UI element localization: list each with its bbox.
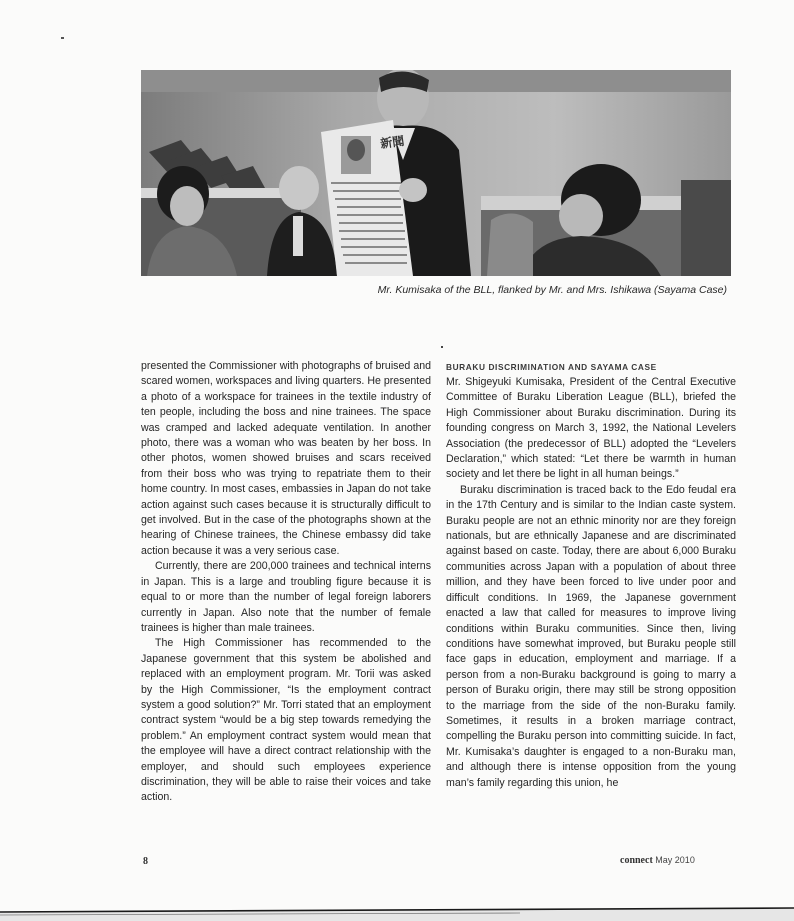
right-column	[446, 361, 736, 791]
right-paragraph-1: Mr. Shigeyuki Kumisaka, President of the Central Executive Committee of Buraku Liberation League (BLL), briefed the High Commissioner about Buraku discrimination. During its founding congress on March 3, 1992, the National Levelers Association (the predecessor of BLL) adopted the “Levelers Declaration,” which stated: “Let there be warmth in human society and let there be light in all human beings.”	[446, 376, 736, 481]
scan-edge	[0, 904, 794, 921]
section-heading: BURAKU DISCRIMINATION AND SAYAMA CASE	[446, 362, 657, 372]
scan-dot	[441, 346, 443, 348]
meeting-photo	[141, 70, 731, 276]
magazine-footer	[620, 855, 695, 866]
meeting-photo-image	[141, 70, 731, 276]
left-column	[141, 359, 431, 806]
left-paragraph-2: Currently, there are 200,000 trainees and technical interns in Japan. This is a large and troubling figure because it is equal to or more than the number of legal foreign laborers currently in Japan. Also note that the number of female trainees is higher than male trainees.	[141, 560, 431, 634]
photo-caption: Mr. Kumisaka of the BLL, flanked by Mr. and Mrs. Ishikawa (Sayama Case)	[377, 284, 727, 296]
newspaper-masthead: 新聞	[379, 133, 406, 151]
scan-speck	[61, 37, 64, 39]
right-paragraph-2: Buraku discrimination is traced back to the Edo feudal era in the 17th Century and is similar to the Indian caste system. Buraku people are not an ethnic minority nor are they foreign nationals, but are ethnically Japanese and are discriminated against based on caste. Today, there are about 6,000 Buraku communities across Japan with a population of about three million, and they have been forced to live under poor and difficult conditions. In 1969, the Japanese government enacted a law that called for measures to improve living conditions within Buraku communities. Since then, living conditions have somewhat improved, but Buraku people still face gaps in education, employment and marriage. If a person from a non-Buraku background is going to marry a person of Buraku origin, there may still be strong opposition to the marriage from the side of the non-Buraku family. Sometimes, it results in a broken marriage contract, compelling the Buraku person into committing suicide. In fact, Mr. Kumisaka’s daughter is engaged to a non-Buraku man, and although there is intense opposition from the young man’s family regarding this union, he	[446, 483, 736, 789]
left-paragraph-3: The High Commissioner has recommended to the Japanese government that this system be abolished and replaced with an employment program. Mr. Torii was asked by the High Commissioner, “Is the employment contract system a good solution?” Mr. Torri stated that an employment contract system “would be a big step towards remedying the problem.” An employment contract system would mean that the employee will have a direct contract relationship with the employer, and should such employees experience discrimination, they will be able to raise their voices and take action.	[141, 637, 431, 804]
page-number: 8	[143, 856, 148, 867]
issue-date: May 2010	[655, 855, 695, 865]
left-paragraph-1: presented the Commissioner with photographs of bruised and scared women, workspaces and living quarters. He presented a photo of a workspace for trainees in the textile industry of ten people, including the boss and nine trainees. The space was cramped and lacked adequate ventilation. In another photo, there was a woman who was beaten by her boss. In other photos, women showed bruises and scars received from their boss who was trying to repatriate them to their home country. In most cases, embassies in Japan do not take action against such cases because it is structurally difficult to get involved. But in the case of the photographs shown at the hearing of Chinese trainees, the Chinese embassy did take action because it was a very serious case.	[141, 360, 431, 557]
magazine-brand: connect	[620, 855, 653, 866]
